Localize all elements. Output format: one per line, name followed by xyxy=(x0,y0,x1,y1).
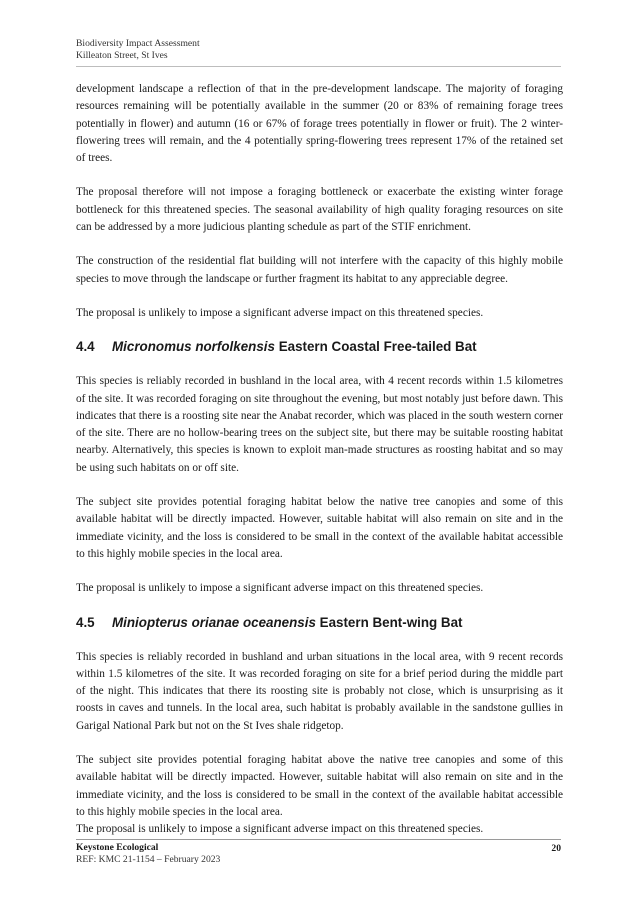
footer-reference: REF: KMC 21-1154 – February 2023 xyxy=(76,854,221,865)
paragraph: The construction of the residential flat building will not interfere with the capacity of this highly mobile species to move through the landscape or further fragment its habitat to any appreciable degree. xyxy=(76,255,563,285)
document-body xyxy=(76,81,563,839)
section-number: 4.4 xyxy=(76,339,95,355)
header-subtitle: Killeaton Street, St Ives xyxy=(76,50,168,61)
section-heading-4-5 xyxy=(76,614,563,632)
paragraph: The proposal therefore will not impose a foraging bottleneck or exacerbate the existing winter forage bottleneck for this threatened species. The seasonal availability of high quality foraging resources on site can be addressed by a more judicious planting schedule as part of the STIF enrichment. xyxy=(76,186,563,234)
scientific-name: Micronomus norfolkensis xyxy=(112,339,275,355)
paragraph: The proposal is unlikely to impose a significant adverse impact on this threatened species. xyxy=(76,823,484,836)
header-title: Biodiversity Impact Assessment xyxy=(76,38,200,49)
footer-organisation: Keystone Ecological xyxy=(76,842,159,853)
section-heading-4-4 xyxy=(76,338,563,356)
paragraph: This species is reliably recorded in bushland in the local area, with 4 recent records within 1.5 kilometres of the site. It was recorded foraging on site throughout the evening, but most notably just before dawn. This indicates that there is a roosting site near the Anabat recorder, which was placed in the south western corner of the site. There are no hollow-bearing trees on the subject site, but there may be suitable roosting habitat nearby. Alternatively, this species is known to exploit man-made structures as roosting habitat and so may be using such habitats on or off site. xyxy=(76,375,563,474)
paragraph: This species is reliably recorded in bushland and urban situations in the local area, with 9 recent records within 1.5 kilometres of the site. It was recorded foraging on site for a brief period during the middle part of the night. This indicates that there its roosting site is probably not close, which is unsurprising as it roosts in caves and tunnels. In the local area, such habitat is probably available in the sandstone gullies in Garigal National Park but not on the St Ives shale ridgetop. xyxy=(76,650,563,732)
paragraph: The subject site provides potential foraging habitat below the native tree canopies and some of this available habitat will be directly impacted. However, suitable habitat will also remain on site and in the immediate vicinity, and the loss is considered to be small in the context of the available habitat accessible to this highly mobile species in the local area. xyxy=(76,496,563,560)
paragraph: The proposal is unlikely to impose a significant adverse impact on this threatened species. xyxy=(76,306,484,319)
common-name: Eastern Coastal Free-tailed Bat xyxy=(278,339,477,355)
footer-divider xyxy=(76,839,561,840)
page-number: 20 xyxy=(551,843,561,854)
section-number: 4.5 xyxy=(76,614,95,630)
scientific-name: Miniopterus orianae oceanensis xyxy=(112,614,316,630)
paragraph: development landscape a reflection of that in the pre-development landscape. The majority of foraging resources remaining will be potentially available in the summer (20 or 83% of remaining forage trees potentially in flower) and autumn (16 or 67% of forage trees potentially in flower or fruit). The 2 winter-flowering trees will remain, and the 4 potentially spring-flowering trees represent 17% of the retained set of trees. xyxy=(76,83,563,165)
common-name: Eastern Bent-wing Bat xyxy=(319,614,463,630)
header-divider xyxy=(76,66,561,67)
running-header xyxy=(76,38,200,62)
paragraph: The subject site provides potential foraging habitat above the native tree canopies and some of this available habitat will be directly impacted. However, suitable habitat will also remain on site and in the immediate vicinity, and the loss is considered to be small in the context of the available habitat accessible to this highly mobile species in the local area. xyxy=(76,754,563,818)
paragraph: The proposal is unlikely to impose a significant adverse impact on this threatened species. xyxy=(76,582,484,595)
running-footer xyxy=(76,842,220,866)
